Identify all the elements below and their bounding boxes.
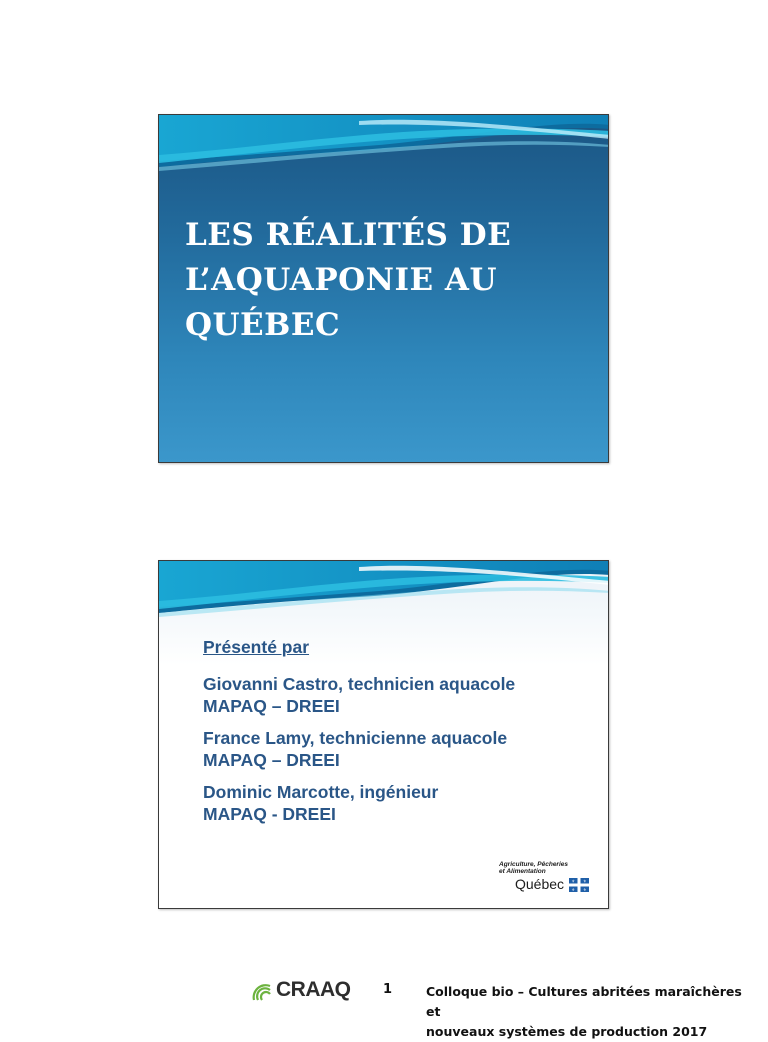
presenter (203, 673, 593, 717)
caption-line: nouveaux systèmes de production 2017 (426, 1024, 708, 1039)
craaq-wordmark: CRAAQ (276, 978, 351, 1001)
title-line: L’AQUAPONIE AU (185, 262, 498, 298)
presenter-affiliation: MAPAQ – DREEI (203, 750, 340, 770)
presenter-affiliation: MAPAQ - DREEI (203, 804, 336, 824)
quebec-flag-icon (569, 878, 589, 892)
footer-caption (426, 982, 756, 1042)
svg-text:⚜: ⚜ (583, 887, 587, 892)
presenter-name: Giovanni Castro, technicien aquacole (203, 674, 516, 694)
ministry-line: Agriculture, Pêcheries (499, 861, 568, 868)
presenter (203, 781, 593, 825)
caption-line: Colloque bio – Cultures abritées maraîchères et (426, 984, 742, 1019)
craaq-arcs-icon (250, 982, 272, 1002)
presenter (203, 727, 593, 771)
page-number: 1 (383, 982, 393, 997)
presenters-block (203, 637, 593, 835)
svg-text:⚜: ⚜ (571, 887, 575, 892)
craaq-logo (250, 978, 350, 1004)
quebec-ministry-logo (499, 861, 594, 897)
presentation-title (185, 213, 595, 348)
title-line: LES RÉALITÉS DE (185, 217, 512, 253)
presented-by-heading: Présenté par (203, 637, 310, 657)
title-line: QUÉBEC (185, 307, 341, 343)
ministry-line: et Alimentation (499, 868, 546, 875)
presenter-name: France Lamy, technicienne aquacole (203, 728, 508, 748)
presenter-affiliation: MAPAQ – DREEI (203, 696, 340, 716)
svg-text:⚜: ⚜ (571, 878, 575, 884)
presenter-name: Dominic Marcotte, ingénieur (203, 782, 439, 802)
title-slide (158, 114, 609, 463)
wave-decoration (159, 115, 609, 175)
quebec-wordmark: Québec (515, 876, 565, 892)
wave-decoration (159, 561, 609, 621)
svg-text:⚜: ⚜ (583, 878, 587, 884)
ministry-name (499, 861, 568, 875)
credits-slide (158, 560, 609, 909)
